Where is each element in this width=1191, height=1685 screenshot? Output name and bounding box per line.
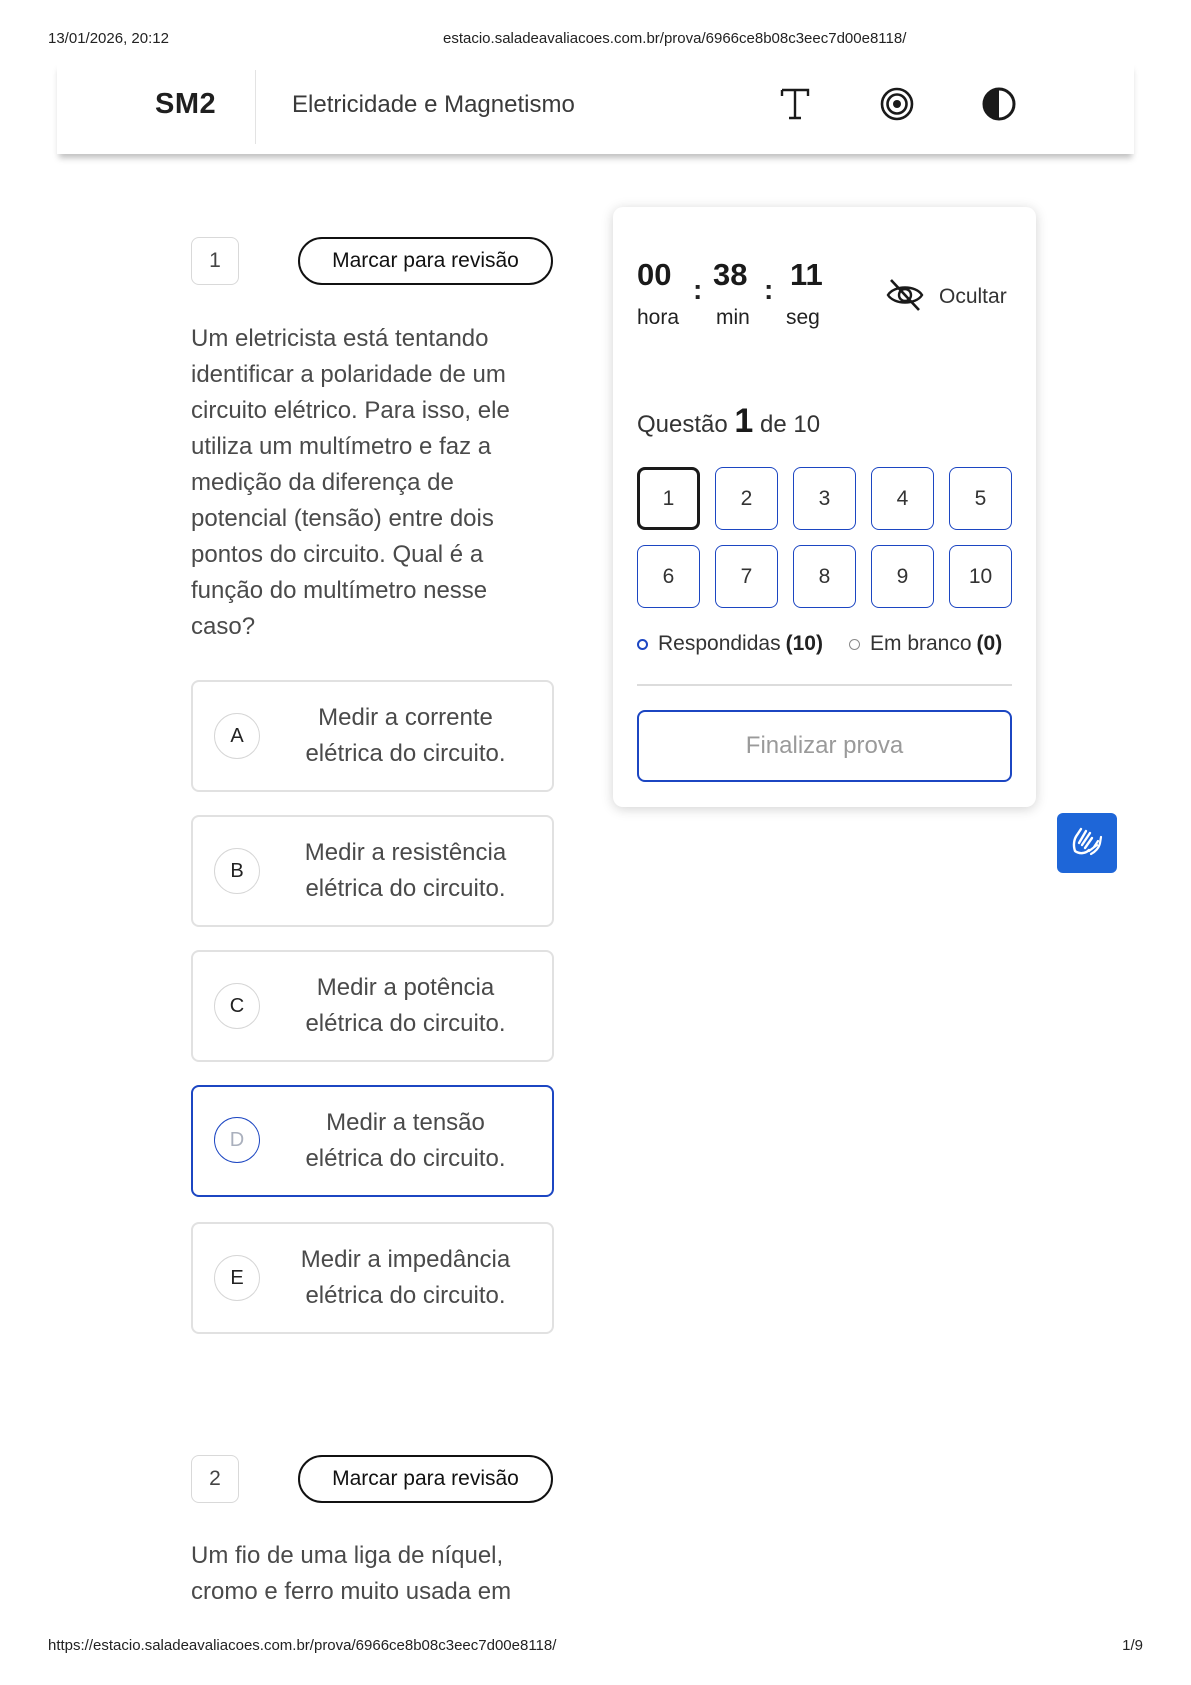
sign-language-hands-icon [1067, 821, 1107, 866]
question-text: Um fio de uma liga de níquel, cromo e ferro muito usada em [191, 1542, 512, 1605]
mark-for-review-button[interactable]: Marcar para revisão [298, 237, 553, 285]
sign-language-button[interactable] [1057, 813, 1117, 873]
blank-dot-icon [849, 639, 860, 650]
mark-for-review-button[interactable]: Marcar para revisão [298, 1455, 553, 1503]
question-progress-prefix: Questão [637, 411, 728, 438]
option-text: Medir a tensão elétrica do circuito. [305, 1109, 506, 1172]
question-progress [637, 402, 820, 441]
timer-separator: : [693, 274, 703, 305]
option-text: Medir a corrente elétrica do circuito. [305, 704, 506, 767]
legend-blank-count: (0) [976, 632, 1003, 655]
question-number: 2 [191, 1455, 239, 1503]
exam-navigation-panel [613, 207, 1036, 807]
print-footer-url: https://estacio.saladeavaliacoes.com.br/prova/6966ce8b08c3eec7d00e8118/ [48, 1637, 557, 1654]
header-divider [255, 70, 256, 144]
answered-dot-icon [637, 639, 648, 650]
question-nav-button-6[interactable]: 6 [637, 545, 700, 608]
question-nav-button-8[interactable]: 8 [793, 545, 856, 608]
option-e[interactable] [191, 1222, 554, 1334]
question-nav-button-3[interactable]: 3 [793, 467, 856, 530]
legend-blank [849, 632, 1002, 656]
legend-answered [637, 632, 823, 656]
timer-separator: : [764, 274, 774, 305]
timer-minutes-label: min [716, 306, 750, 329]
legend-answered-count: (10) [785, 632, 823, 655]
current-question-number: 1 [734, 402, 754, 440]
print-datetime: 13/01/2026, 20:12 [48, 30, 169, 47]
option-text: Medir a resistência elétrica do circuito. [304, 839, 507, 902]
option-letter: D [214, 1117, 260, 1163]
option-a[interactable] [191, 680, 554, 792]
top-bar [57, 62, 1134, 154]
font-size-icon[interactable] [773, 82, 817, 126]
option-letter: B [214, 848, 260, 894]
option-text: Medir a impedância elétrica do circuito. [300, 1246, 511, 1309]
question-nav-button-1[interactable]: 1 [637, 467, 700, 530]
question-nav-button-7[interactable]: 7 [715, 545, 778, 608]
panel-divider [637, 684, 1012, 686]
target-icon[interactable] [875, 82, 919, 126]
subject-title: Eletricidade e Magnetismo [292, 91, 575, 118]
question-progress-suffix: de 10 [760, 411, 821, 438]
legend-blank-label: Em branco [870, 632, 972, 655]
question-number: 1 [191, 237, 239, 285]
timer-seconds: 11 [790, 257, 823, 292]
legend-answered-label: Respondidas [658, 632, 781, 655]
print-url: estacio.saladeavaliacoes.com.br/prova/6966ce8b08c3eec7d00e8118/ [443, 30, 907, 47]
option-letter: A [214, 713, 260, 759]
hide-timer-toggle[interactable] [885, 275, 1007, 319]
timer-hours-label: hora [637, 306, 680, 329]
question-nav-button-4[interactable]: 4 [871, 467, 934, 530]
question-nav-button-10[interactable]: 10 [949, 545, 1012, 608]
option-d[interactable] [191, 1085, 554, 1197]
question-nav-button-5[interactable]: 5 [949, 467, 1012, 530]
print-page-number: 1/9 [1122, 1637, 1143, 1654]
logo: SM2 [155, 88, 217, 120]
eye-off-icon [885, 275, 925, 320]
question-text: Um eletricista está tentando identificar a polaridade de um circuito elétrico. Para isso, ele utiliza um multímetro e faz a medição da diferença de potencial (tensão) entre dois pontos do circuito. Qual é a função do multímetro nesse caso? [191, 325, 510, 640]
option-c[interactable] [191, 950, 554, 1062]
question-nav-button-2[interactable]: 2 [715, 467, 778, 530]
option-text: Medir a potência elétrica do circuito. [305, 974, 506, 1037]
hide-timer-label: Ocultar [939, 285, 1007, 308]
timer-minutes: 38 [713, 257, 748, 292]
option-b[interactable] [191, 815, 554, 927]
question-nav-button-9[interactable]: 9 [871, 545, 934, 608]
option-letter: C [214, 983, 260, 1029]
finish-exam-button[interactable]: Finalizar prova [637, 710, 1012, 782]
timer-hours: 00 [637, 257, 672, 292]
timer-seconds-label: seg [786, 306, 820, 329]
option-letter: E [214, 1255, 260, 1301]
contrast-icon[interactable] [977, 82, 1021, 126]
